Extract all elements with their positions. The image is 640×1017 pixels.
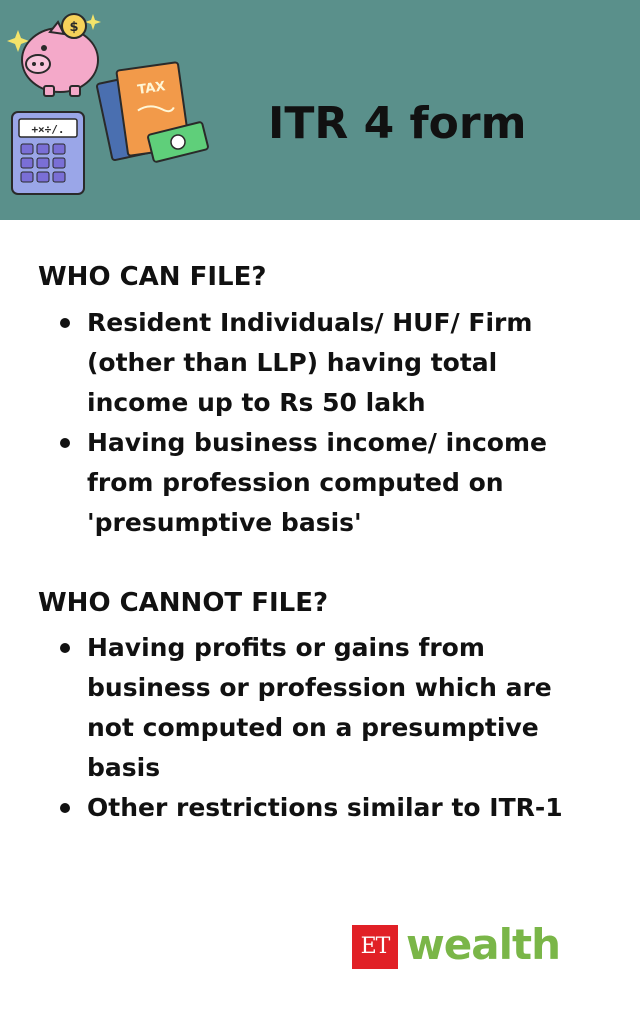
tax-doc-label: TAX <box>136 79 167 98</box>
list-item-text: Having business income/ income from profession computed on 'presumptive basis' <box>87 428 547 537</box>
who-can-file-list <box>60 303 620 543</box>
et-logo-box: ET <box>352 925 398 969</box>
list-item-text: Having profits or gains from business or profession which are not computed on a presumptive basis <box>87 633 552 782</box>
header-banner <box>0 0 640 220</box>
coin-label: $ <box>69 20 79 35</box>
header-illustration <box>0 0 240 220</box>
list-item-text: Other restrictions similar to ITR-1 <box>87 793 563 822</box>
list-item <box>60 628 620 788</box>
who-cannot-file-list <box>60 628 620 828</box>
bullet-dot-icon <box>60 318 70 328</box>
bullet-dot-icon <box>60 643 70 653</box>
bullet-dot-icon <box>60 803 70 813</box>
piggy-bank-icon <box>22 22 98 96</box>
who-cannot-file-heading: WHO CANNOT FILE? <box>38 588 329 618</box>
list-item-text: Resident Individuals/ HUF/ Firm (other than LLP) having total income up to Rs 50 lakh <box>87 308 533 417</box>
wealth-wordmark: wealth <box>406 920 561 969</box>
page-title: ITR 4 form <box>268 98 527 149</box>
calculator-icon <box>12 112 84 194</box>
calculator-display: +×÷/. <box>31 123 65 136</box>
list-item <box>60 423 620 543</box>
bullet-dot-icon <box>60 438 70 448</box>
list-item <box>60 303 620 423</box>
coin-icon <box>62 14 86 38</box>
list-item <box>60 788 620 828</box>
who-can-file-heading: WHO CAN FILE? <box>38 262 267 292</box>
